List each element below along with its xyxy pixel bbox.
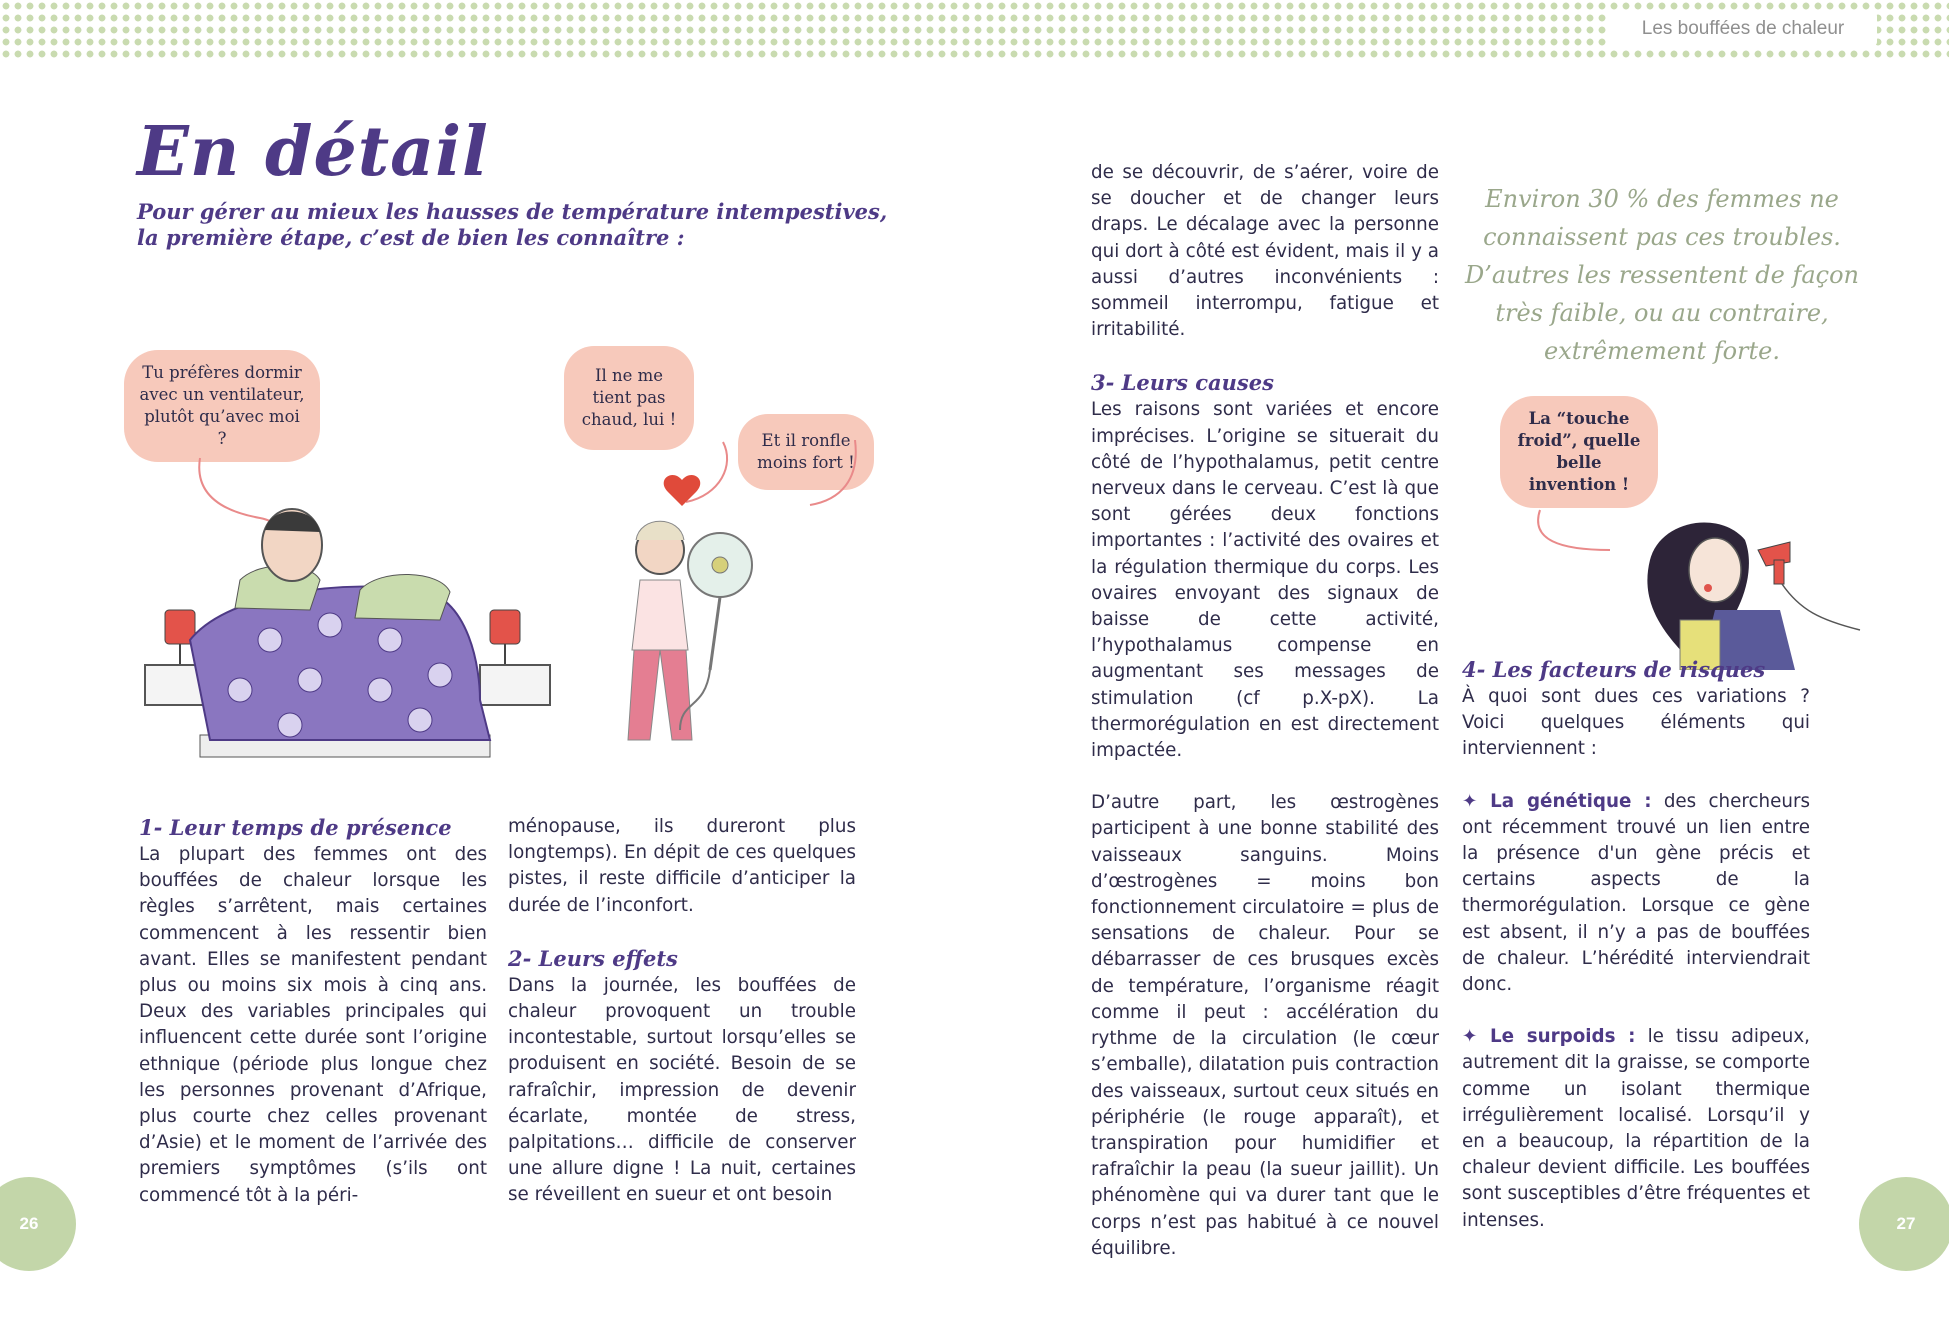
bed-scene-illustration	[120, 440, 880, 770]
bullet-overweight: ✦ Le surpoids : le tissu adipeux, autrement dit la graisse, se comporte comme un isolant thermique irrégulièrement localisé. Lorsqu’il y en a beaucoup, la répartition de la chaleur devient difficile. Les bouffées sont susceptibles d’être fréquentes et intenses.	[1462, 1026, 1810, 1231]
section-1-text-continued: ménopause, ils dureront plus longtemps). En dépit de ces quelques pistes, il reste difficile d’anticiper la durée de l’inconfort.	[508, 816, 856, 916]
speech-bubble-woman-1: Il ne me tient pas chaud, lui !	[564, 346, 694, 450]
bullet-genetics: ✦ La génétique : des chercheurs ont récemment trouvé un lien entre la présence d'un gène précis et certains aspects de la thermorégulation. Lorsque ce gène est absent, il n’y a pas de bouffées de chaleur. L’hérédité interviendrait donc.	[1462, 790, 1810, 996]
section-3-text: Les raisons sont variées et encore imprécises. L’origine se situerait du côté de l’hypothalamus, petit centre nerveux dans le cerveau. C’est là que sont gérées deux fonctions importantes : l’activité des ovaires et la régulation thermique du corps. Les ovaires envoyant des signaux de baisse de cette activité, l’hypothalamus compense en augmentant ses messages de stimulation (cf p.X-pX). La thermorégulation en est directement impactée.	[1091, 399, 1439, 762]
column-1	[139, 814, 487, 1209]
section-heading-4: 4- Les facteurs de risques	[1462, 657, 1766, 682]
page-title: En détail	[137, 112, 489, 192]
intro-text: Pour gérer au mieux les hausses de température intempestives, la première étape, c’est de bien les connaître :	[137, 199, 888, 250]
section-1-text: La plupart des femmes ont des bouffées de chaleur lorsque les règles s’arrêtent, mais certaines commencent à les ressentir bien avant. Elles se manifestent pendant plus ou moins six mois à cinq ans. Deux des variables principales qui influencent cette durée sont l’origine ethnique (période plus longue chez les personnes provenant d’Afrique, plus courte chez celles provenant d’Asie) et le moment de l’arrivée des premiers symptômes (s’ils ont commencé tôt à la péri-	[139, 844, 487, 1206]
speech-bubble-right: La “touche froid”, quelle belle invention !	[1500, 396, 1658, 508]
column-3	[1091, 160, 1439, 1262]
chapter-title: Les bouffées de chaleur	[1609, 12, 1877, 46]
page-number-left: 26	[0, 1177, 76, 1271]
section-heading-3: 3- Leurs causes	[1091, 370, 1274, 396]
section-4-text: À quoi sont dues ces variations ? Voici quelques éléments qui interviennent :	[1462, 686, 1810, 760]
page-number-right: 27	[1859, 1177, 1949, 1271]
hair-dryer-woman-illustration	[1520, 500, 1880, 670]
column-2	[508, 814, 856, 1209]
speech-bubble-woman-2: Et il ronfle moins fort !	[738, 414, 874, 490]
section-2-text: Dans la journée, les bouffées de chaleur provoquent un trouble incontestable, surtout lorsqu’elles se produisent en société. Besoin de se rafraîchir, impression de devenir écarlate, montée de stress, palpitations… difficile de conserver une allure digne ! La nuit, certaines se réveillent en sueur et ont besoin	[508, 974, 856, 1206]
section-3-text-2: D’autre part, les œstrogènes participent à une bonne stabilité des vaisseaux sanguins. Moins d’œstrogènes = moins bon fonctionnement circulatoire = plus de sensations de chaleur. Pour se débarrasser de ces brusques excès de température, l’organisme réagit comme il peut : accélération du rythme de la circulation (le cœur s’emballe), dilatation puis contraction des vaisseaux, surtout ceux situés en périphérie (le rouge apparaît), et transpiration pour humidifier et rafraîchir la peau (la sueur jaillit). Un phénomène qui va durer tant que le corps n’est pas habitué à ce nouvel équilibre.	[1091, 792, 1439, 1259]
speech-bubble-man: Tu préfères dormir avec un ventilateur, plutôt qu’avec moi ?	[124, 350, 320, 462]
section-2-text-continued: de se découvrir, de s’aérer, voire de se doucher et de changer leurs draps. Le décalage avec la personne qui dort à côté est évident, mais il y a aussi d’autres inconvénients : sommeil interrompu, fatigue et irritabilité.	[1091, 162, 1439, 341]
section-heading-2: 2- Leurs effets	[508, 945, 678, 971]
column-4	[1462, 656, 1810, 1234]
section-heading-1: 1- Leur temps de présence	[139, 815, 452, 840]
pull-quote: Environ 30 % des femmes ne connaissent pas ces troubles. D’autres les ressentent de façon très faible, ou au contraire, extrêmement forte.	[1464, 185, 1859, 365]
